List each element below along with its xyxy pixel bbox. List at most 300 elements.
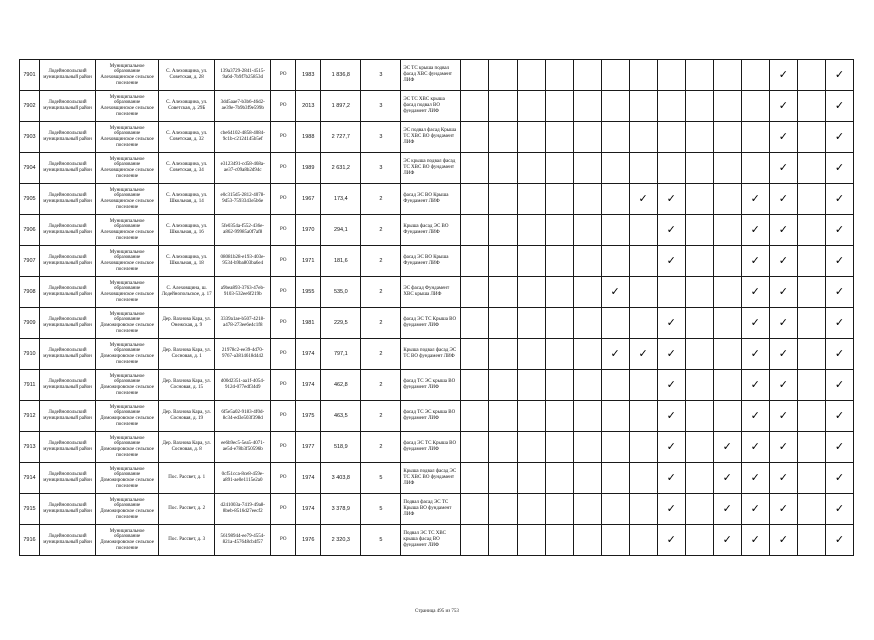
empty-check-cell — [601, 246, 629, 277]
municipality-cell: Муниципальное образование Доможировское сельское поселение — [96, 339, 159, 370]
house-code-cell: d00d2351-aa1f-4054-912d-077edf34d9 — [215, 370, 271, 401]
table-row — [20, 153, 854, 184]
year-built-cell: 1988 — [296, 122, 321, 153]
empty-check-cell — [713, 184, 741, 215]
empty-check-cell — [545, 184, 573, 215]
house-code-cell: 08081b28-e193-403e-9534-b9ba803ba6e4 — [215, 246, 271, 277]
checkmark-icon: ✓ — [825, 494, 853, 525]
checkmark-icon: ✓ — [825, 525, 853, 556]
empty-check-cell — [629, 494, 657, 525]
empty-check-cell — [545, 277, 573, 308]
works-list-cell: ЭС фасад Фундамент ХВС крыша ЛИФ — [401, 277, 461, 308]
empty-check-cell — [713, 401, 741, 432]
row-number-cell: 7914 — [20, 463, 40, 494]
area-cell: 181,6 — [321, 246, 361, 277]
empty-check-cell — [461, 308, 489, 339]
ownership-form-cell: РО — [271, 153, 296, 184]
empty-check-cell — [517, 401, 545, 432]
empty-check-cell — [713, 339, 741, 370]
empty-check-cell — [629, 122, 657, 153]
district-cell: Лодейнопольский муниципальный район — [40, 494, 96, 525]
empty-check-cell — [713, 277, 741, 308]
checkmark-icon: ✓ — [769, 184, 797, 215]
empty-check-cell — [685, 494, 713, 525]
empty-check-cell — [601, 91, 629, 122]
empty-check-cell — [517, 184, 545, 215]
empty-check-cell — [685, 184, 713, 215]
municipality-cell: Муниципальное образование Доможировское сельское поселение — [96, 432, 159, 463]
address-cell: С. Алеховщина, ул. Советская, д. 28 — [159, 60, 215, 91]
checkmark-icon: ✓ — [657, 308, 685, 339]
empty-check-cell — [713, 215, 741, 246]
empty-check-cell — [713, 122, 741, 153]
row-number-cell: 7908 — [20, 277, 40, 308]
area-cell: 3 378,9 — [321, 494, 361, 525]
table-row — [20, 184, 854, 215]
year-built-cell: 1955 — [296, 277, 321, 308]
municipality-cell: Муниципальное образование Алеховщинское сельское поселение — [96, 91, 159, 122]
year-built-cell: 1989 — [296, 153, 321, 184]
house-code-cell: e3123491-cd58-468a-ae37-c09a8b2d94c — [215, 153, 271, 184]
address-cell: С. Алеховщина, ул. Советская, д. 32 — [159, 122, 215, 153]
district-cell: Лодейнопольский муниципальный район — [40, 246, 96, 277]
empty-check-cell — [685, 60, 713, 91]
address-cell: Пос. Рассвет, д. 2 — [159, 494, 215, 525]
empty-check-cell — [573, 370, 601, 401]
works-list-cell: фасад ЭС ВО Крыша Фундамент ЛИФ — [401, 184, 461, 215]
empty-check-cell — [489, 91, 517, 122]
checkmark-icon: ✓ — [741, 215, 769, 246]
table-row — [20, 215, 854, 246]
empty-check-cell — [573, 525, 601, 556]
checkmark-icon: ✓ — [825, 463, 853, 494]
district-cell: Лодейнопольский муниципальный район — [40, 91, 96, 122]
checkmark-icon: ✓ — [769, 494, 797, 525]
ownership-form-cell: РО — [271, 370, 296, 401]
area-cell: 462,8 — [321, 370, 361, 401]
checkmark-icon: ✓ — [741, 184, 769, 215]
empty-check-cell — [489, 525, 517, 556]
year-built-cell: 1976 — [296, 525, 321, 556]
empty-check-cell — [573, 494, 601, 525]
housing-register-table — [19, 59, 854, 556]
table-row — [20, 277, 854, 308]
checkmark-icon: ✓ — [741, 525, 769, 556]
checkmark-icon: ✓ — [657, 370, 685, 401]
year-built-cell: 1983 — [296, 60, 321, 91]
empty-check-cell — [797, 246, 825, 277]
empty-check-cell — [685, 122, 713, 153]
empty-check-cell — [545, 494, 573, 525]
works-list-cell: Крыша фасад ЭС ВО Фундамент ЛИФ — [401, 215, 461, 246]
checkmark-icon: ✓ — [825, 432, 853, 463]
checkmark-icon: ✓ — [825, 401, 853, 432]
empty-check-cell — [797, 370, 825, 401]
table-row — [20, 308, 854, 339]
address-cell: С. Алеховщина, ш. Лодейнопольское, д. 17 — [159, 277, 215, 308]
address-cell: Пос. Рассвет, д. 3 — [159, 525, 215, 556]
district-cell: Лодейнопольский муниципальный район — [40, 463, 96, 494]
empty-check-cell — [685, 308, 713, 339]
empty-check-cell — [713, 91, 741, 122]
row-number-cell: 7904 — [20, 153, 40, 184]
district-cell: Лодейнопольский муниципальный район — [40, 432, 96, 463]
checkmark-icon: ✓ — [769, 122, 797, 153]
empty-check-cell — [685, 370, 713, 401]
empty-check-cell — [573, 91, 601, 122]
year-built-cell: 1971 — [296, 246, 321, 277]
table-row — [20, 370, 854, 401]
checkmark-icon: ✓ — [825, 91, 853, 122]
table-row — [20, 432, 854, 463]
empty-check-cell — [629, 60, 657, 91]
empty-check-cell — [573, 184, 601, 215]
empty-check-cell — [601, 153, 629, 184]
house-code-cell: d241003a-7419-49a8-8beb-8516d27eecf2 — [215, 494, 271, 525]
table-row — [20, 463, 854, 494]
checkmark-icon: ✓ — [741, 308, 769, 339]
floors-cell: 2 — [361, 401, 401, 432]
empty-check-cell — [461, 401, 489, 432]
checkmark-icon: ✓ — [769, 463, 797, 494]
district-cell: Лодейнопольский муниципальный район — [40, 122, 96, 153]
checkmark-icon: ✓ — [769, 370, 797, 401]
empty-check-cell — [629, 308, 657, 339]
district-cell: Лодейнопольский муниципальный район — [40, 370, 96, 401]
municipality-cell: Муниципальное образование Алеховщинское сельское поселение — [96, 122, 159, 153]
empty-check-cell — [601, 184, 629, 215]
checkmark-icon: ✓ — [741, 494, 769, 525]
empty-check-cell — [573, 277, 601, 308]
empty-check-cell — [517, 370, 545, 401]
ownership-form-cell: РО — [271, 60, 296, 91]
floors-cell: 2 — [361, 246, 401, 277]
empty-check-cell — [573, 463, 601, 494]
checkmark-icon: ✓ — [769, 153, 797, 184]
checkmark-icon: ✓ — [769, 246, 797, 277]
empty-check-cell — [629, 246, 657, 277]
checkmark-icon: ✓ — [657, 215, 685, 246]
checkmark-icon: ✓ — [825, 122, 853, 153]
empty-check-cell — [741, 153, 769, 184]
empty-check-cell — [601, 432, 629, 463]
year-built-cell: 2013 — [296, 91, 321, 122]
empty-check-cell — [545, 122, 573, 153]
house-code-cell: a9bea893-3763-47eb-9103-532ee6f219b — [215, 277, 271, 308]
checkmark-icon: ✓ — [657, 246, 685, 277]
empty-check-cell — [461, 525, 489, 556]
empty-check-cell — [685, 432, 713, 463]
municipality-cell: Муниципальное образование Доможировское сельское поселение — [96, 525, 159, 556]
empty-check-cell — [461, 246, 489, 277]
empty-check-cell — [797, 463, 825, 494]
floors-cell: 3 — [361, 91, 401, 122]
house-code-cell: 5fe0354a-f552-436e-a862-99985a0f7af8 — [215, 215, 271, 246]
empty-check-cell — [797, 494, 825, 525]
district-cell: Лодейнопольский муниципальный район — [40, 184, 96, 215]
works-list-cell: ЭС подвал фасад Крыша ТС ХВС ВО фундамент ЛИФ — [401, 122, 461, 153]
empty-check-cell — [741, 91, 769, 122]
checkmark-icon: ✓ — [657, 525, 685, 556]
address-cell: Дер. Вахнова Кара, ул. Сосновая, д. 19 — [159, 401, 215, 432]
checkmark-icon: ✓ — [629, 339, 657, 370]
address-cell: Дер. Вахнова Кара, ул. Сосновая, д. 8 — [159, 432, 215, 463]
checkmark-icon: ✓ — [769, 60, 797, 91]
area-cell: 1 897,2 — [321, 91, 361, 122]
empty-check-cell — [685, 91, 713, 122]
checkmark-icon: ✓ — [713, 494, 741, 525]
empty-check-cell — [517, 339, 545, 370]
empty-check-cell — [573, 246, 601, 277]
checkmark-icon: ✓ — [825, 60, 853, 91]
district-cell: Лодейнопольский муниципальный район — [40, 153, 96, 184]
district-cell: Лодейнопольский муниципальный район — [40, 277, 96, 308]
district-cell: Лодейнопольский муниципальный район — [40, 215, 96, 246]
table-row — [20, 60, 854, 91]
empty-check-cell — [489, 277, 517, 308]
checkmark-icon: ✓ — [741, 463, 769, 494]
empty-check-cell — [489, 215, 517, 246]
checkmark-icon: ✓ — [769, 432, 797, 463]
checkmark-icon: ✓ — [713, 525, 741, 556]
ownership-form-cell: РО — [271, 122, 296, 153]
empty-check-cell — [713, 308, 741, 339]
row-number-cell: 7911 — [20, 370, 40, 401]
row-number-cell: 7905 — [20, 184, 40, 215]
empty-check-cell — [713, 60, 741, 91]
empty-check-cell — [685, 401, 713, 432]
area-cell: 1 836,8 — [321, 60, 361, 91]
empty-check-cell — [657, 277, 685, 308]
row-number-cell: 7909 — [20, 308, 40, 339]
empty-check-cell — [489, 432, 517, 463]
checkmark-icon: ✓ — [825, 339, 853, 370]
checkmark-icon: ✓ — [769, 215, 797, 246]
area-cell: 2 320,3 — [321, 525, 361, 556]
checkmark-icon: ✓ — [769, 401, 797, 432]
empty-check-cell — [461, 184, 489, 215]
works-list-cell: фасад ЭС ТС Крыша ВО фундамент ЛИФ — [401, 432, 461, 463]
municipality-cell: Муниципальное образование Алеховщинское сельское поселение — [96, 277, 159, 308]
floors-cell: 3 — [361, 60, 401, 91]
floors-cell: 2 — [361, 339, 401, 370]
row-number-cell: 7902 — [20, 91, 40, 122]
empty-check-cell — [601, 401, 629, 432]
district-cell: Лодейнопольский муниципальный район — [40, 339, 96, 370]
empty-check-cell — [573, 122, 601, 153]
empty-check-cell — [517, 122, 545, 153]
address-cell: С. Алеховщина, ул. Советская, д. 34 — [159, 153, 215, 184]
empty-check-cell — [573, 60, 601, 91]
row-number-cell: 7913 — [20, 432, 40, 463]
row-number-cell: 7901 — [20, 60, 40, 91]
works-list-cell: Подвал фасад ЭС ТС Крыша ВО фундамент ЛИФ — [401, 494, 461, 525]
empty-check-cell — [545, 401, 573, 432]
works-list-cell: фасад ТС ЭС крыша ВО фундамент ЛИФ — [401, 370, 461, 401]
ownership-form-cell: РО — [271, 401, 296, 432]
empty-check-cell — [489, 463, 517, 494]
empty-check-cell — [797, 339, 825, 370]
address-cell: С. Алеховщина, ул. Школьная, д. 14 — [159, 184, 215, 215]
year-built-cell: 1981 — [296, 308, 321, 339]
checkmark-icon: ✓ — [713, 432, 741, 463]
works-list-cell: ЭС ТС ХВС крыша фасад подвал ВО фундамент ЛИФ — [401, 91, 461, 122]
checkmark-icon: ✓ — [825, 215, 853, 246]
district-cell: Лодейнопольский муниципальный район — [40, 525, 96, 556]
empty-check-cell — [573, 432, 601, 463]
empty-check-cell — [461, 91, 489, 122]
checkmark-icon: ✓ — [629, 184, 657, 215]
empty-check-cell — [685, 153, 713, 184]
checkmark-icon: ✓ — [741, 246, 769, 277]
year-built-cell: 1974 — [296, 370, 321, 401]
checkmark-icon: ✓ — [741, 432, 769, 463]
empty-check-cell — [741, 60, 769, 91]
house-code-cell: e0c315d5-2812-4078-9d53-7593343e5b6e — [215, 184, 271, 215]
area-cell: 173,4 — [321, 184, 361, 215]
empty-check-cell — [629, 525, 657, 556]
empty-check-cell — [797, 184, 825, 215]
empty-check-cell — [461, 494, 489, 525]
empty-check-cell — [461, 153, 489, 184]
checkmark-icon: ✓ — [825, 308, 853, 339]
empty-check-cell — [545, 215, 573, 246]
empty-check-cell — [545, 525, 573, 556]
checkmark-icon: ✓ — [601, 277, 629, 308]
empty-check-cell — [601, 370, 629, 401]
checkmark-icon: ✓ — [741, 370, 769, 401]
year-built-cell: 1970 — [296, 215, 321, 246]
house-code-cell: 3339a1ae-b507-4218-a478-273ee6e4c1f8 — [215, 308, 271, 339]
empty-check-cell — [461, 432, 489, 463]
house-code-cell: 21978c2-ee39-4d70-9767-a3814618d442 — [215, 339, 271, 370]
checkmark-icon: ✓ — [769, 277, 797, 308]
works-list-cell: Крыша подвал фасад ЭС ТС ХВС ВО фундамент ЛИФ — [401, 463, 461, 494]
empty-check-cell — [629, 370, 657, 401]
empty-check-cell — [685, 246, 713, 277]
address-cell: Дер. Вахнова Кара, ул. Сосновая, д. 15 — [159, 370, 215, 401]
empty-check-cell — [461, 60, 489, 91]
house-code-cell: 56198944-ee79-4554-821a-457648cb4f57 — [215, 525, 271, 556]
empty-check-cell — [545, 91, 573, 122]
table-row — [20, 401, 854, 432]
works-list-cell: фасад ТС ЭС крыша ВО фундамент ЛИФ — [401, 401, 461, 432]
row-number-cell: 7903 — [20, 122, 40, 153]
ownership-form-cell: РО — [271, 339, 296, 370]
empty-check-cell — [629, 215, 657, 246]
empty-check-cell — [657, 91, 685, 122]
address-cell: С. Алеховщина, ул. Школьная, д. 16 — [159, 215, 215, 246]
ownership-form-cell: РО — [271, 246, 296, 277]
area-cell: 3 403,8 — [321, 463, 361, 494]
checkmark-icon: ✓ — [769, 339, 797, 370]
area-cell: 535,0 — [321, 277, 361, 308]
empty-check-cell — [517, 525, 545, 556]
row-number-cell: 7907 — [20, 246, 40, 277]
row-number-cell: 7916 — [20, 525, 40, 556]
empty-check-cell — [489, 60, 517, 91]
area-cell: 797,1 — [321, 339, 361, 370]
empty-check-cell — [573, 339, 601, 370]
empty-check-cell — [601, 308, 629, 339]
row-number-cell: 7906 — [20, 215, 40, 246]
empty-check-cell — [545, 60, 573, 91]
checkmark-icon: ✓ — [657, 401, 685, 432]
empty-check-cell — [797, 60, 825, 91]
empty-check-cell — [797, 525, 825, 556]
empty-check-cell — [461, 339, 489, 370]
checkmark-icon: ✓ — [825, 184, 853, 215]
empty-check-cell — [489, 122, 517, 153]
empty-check-cell — [797, 153, 825, 184]
empty-check-cell — [489, 401, 517, 432]
area-cell: 518,9 — [321, 432, 361, 463]
empty-check-cell — [545, 339, 573, 370]
empty-check-cell — [601, 60, 629, 91]
empty-check-cell — [657, 122, 685, 153]
address-cell: Дер. Вахнова Кара, ул. Онежская, д. 9 — [159, 308, 215, 339]
page-number: Страница 495 из 753 — [415, 609, 459, 614]
checkmark-icon: ✓ — [741, 339, 769, 370]
area-cell: 294,1 — [321, 215, 361, 246]
year-built-cell: 1977 — [296, 432, 321, 463]
empty-check-cell — [517, 463, 545, 494]
ownership-form-cell: РО — [271, 184, 296, 215]
checkmark-icon: ✓ — [741, 401, 769, 432]
works-list-cell: ЭС ТС крыша подвал фасад ХВС фундамент ЛИФ — [401, 60, 461, 91]
checkmark-icon: ✓ — [741, 277, 769, 308]
floors-cell: 2 — [361, 184, 401, 215]
ownership-form-cell: РО — [271, 494, 296, 525]
empty-check-cell — [517, 91, 545, 122]
empty-check-cell — [573, 215, 601, 246]
empty-check-cell — [685, 525, 713, 556]
checkmark-icon: ✓ — [657, 184, 685, 215]
address-cell: Дер. Вахнова Кара, ул. Сосновая, д. 1 — [159, 339, 215, 370]
municipality-cell: Муниципальное образование Алеховщинское сельское поселение — [96, 184, 159, 215]
municipality-cell: Муниципальное образование Алеховщинское сельское поселение — [96, 215, 159, 246]
empty-check-cell — [629, 463, 657, 494]
checkmark-icon: ✓ — [601, 339, 629, 370]
address-cell: С. Алеховщина, ул. Школьная, д. 18 — [159, 246, 215, 277]
floors-cell: 3 — [361, 153, 401, 184]
empty-check-cell — [573, 308, 601, 339]
house-code-cell: 0cf51cca-8ce8-459e-a891-ae0e1115e2a0 — [215, 463, 271, 494]
house-code-cell: cbe64102-4858-4084-9c1b-c2124145b5ef — [215, 122, 271, 153]
empty-check-cell — [489, 153, 517, 184]
row-number-cell: 7915 — [20, 494, 40, 525]
empty-check-cell — [797, 401, 825, 432]
checkmark-icon: ✓ — [825, 246, 853, 277]
empty-check-cell — [601, 463, 629, 494]
municipality-cell: Муниципальное образование Доможировское сельское поселение — [96, 308, 159, 339]
floors-cell: 5 — [361, 463, 401, 494]
empty-check-cell — [489, 494, 517, 525]
empty-check-cell — [629, 153, 657, 184]
empty-check-cell — [517, 215, 545, 246]
municipality-cell: Муниципальное образование Доможировское сельское поселение — [96, 401, 159, 432]
empty-check-cell — [545, 153, 573, 184]
empty-check-cell — [517, 246, 545, 277]
empty-check-cell — [461, 122, 489, 153]
empty-check-cell — [601, 215, 629, 246]
empty-check-cell — [461, 463, 489, 494]
empty-check-cell — [629, 401, 657, 432]
checkmark-icon: ✓ — [769, 308, 797, 339]
address-cell: С. Алеховщина, ул. Советская, д. 29Б — [159, 91, 215, 122]
empty-check-cell — [797, 432, 825, 463]
ownership-form-cell: РО — [271, 525, 296, 556]
